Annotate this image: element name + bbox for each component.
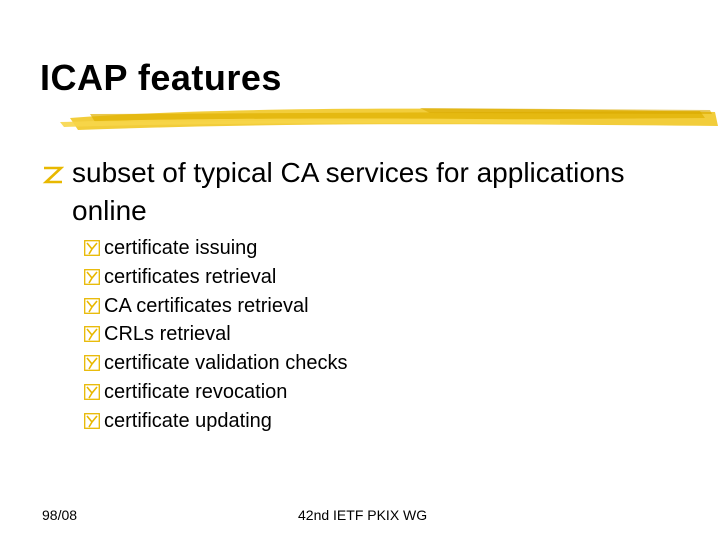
y-bullet-icon — [84, 384, 100, 400]
y-bullet-icon — [84, 413, 100, 429]
title-underline-brush — [0, 100, 720, 136]
list-item — [84, 263, 604, 292]
slide-title: ICAP features — [40, 57, 282, 98]
sub-item-text: CA certificates retrieval — [104, 294, 309, 317]
list-item — [84, 378, 604, 407]
y-bullet-icon — [84, 269, 100, 285]
list-item — [84, 407, 604, 436]
y-bullet-icon — [84, 355, 100, 371]
list-item — [84, 292, 604, 321]
footer-date: 98/08 — [42, 507, 78, 523]
list-item — [84, 234, 604, 263]
sub-item-text: certificates retrieval — [104, 265, 277, 288]
sub-item-text: certificate revocation — [104, 380, 288, 403]
list-item — [84, 320, 604, 349]
sub-item-text: certificate validation checks — [104, 352, 348, 375]
main-bullet-text: subset of typical CA services for applications online — [72, 157, 625, 226]
sub-item-text: certificate issuing — [104, 237, 258, 259]
list-item — [84, 349, 604, 378]
y-bullet-icon — [84, 298, 100, 314]
sub-bullet-list — [84, 234, 604, 436]
z-bullet-icon — [42, 164, 64, 186]
footer-center-text: 42nd IETF PKIX WG — [298, 507, 428, 523]
y-bullet-icon — [84, 326, 100, 342]
sub-item-text: CRLs retrieval — [104, 323, 231, 346]
y-bullet-icon — [84, 240, 100, 256]
sub-item-text: certificate updating — [104, 409, 272, 432]
